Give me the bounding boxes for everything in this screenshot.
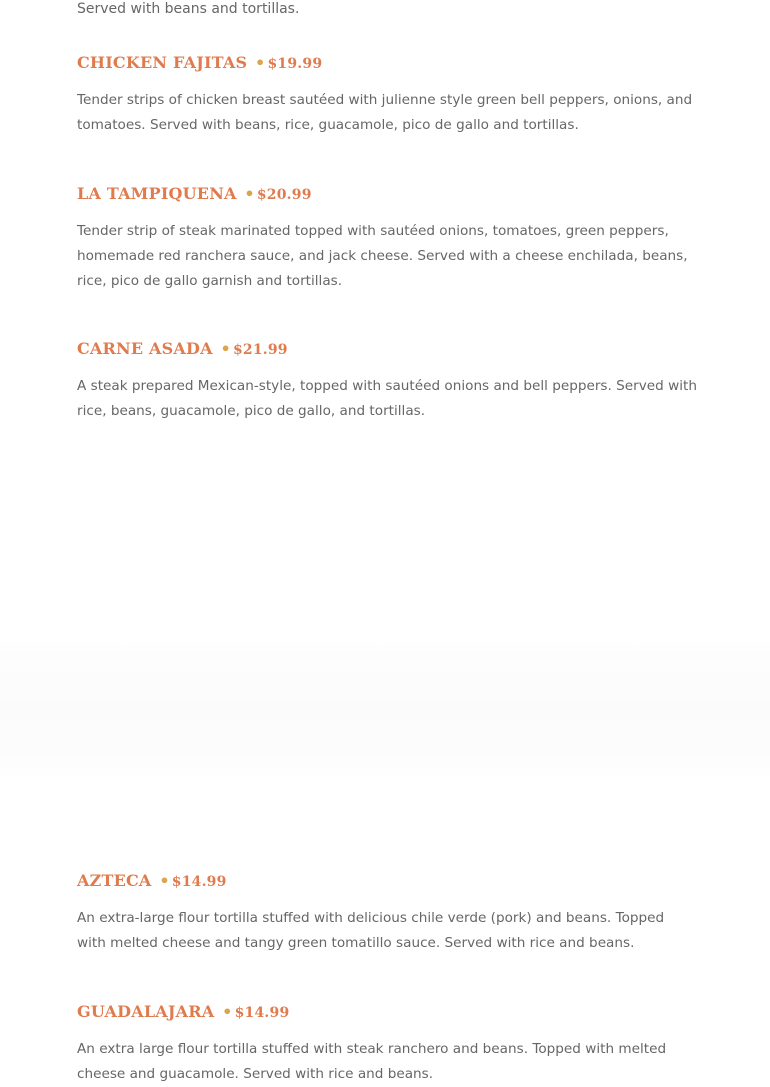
menu-item-price: $14.99 [171,874,227,890]
previous-item-description-tail: Served with beans and tortillas. [77,1,300,17]
section-divider-band [0,640,770,780]
menu-item-title [77,1001,697,1024]
menu-item-description: An extra-large flour tortilla stuffed with delicious chile verde (pork) and beans. Topped with melted cheese and tangy green tomatillo sauce. Served with rice and beans. [77,910,665,951]
menu-item-price: $21.99 [232,342,288,358]
menu-item-chicken-fajitas [77,52,697,138]
menu-item-name: GUADALAJARA [77,1002,215,1021]
menu-item-title [77,52,697,75]
menu-item-description: An extra large flour tortilla stuffed with steak ranchero and beans. Topped with melted cheese and guacamole. Served with rice and beans. [77,1041,667,1082]
menu-item-name: CARNE ASADA [77,339,213,358]
menu-item-name: AZTECA [77,871,152,890]
menu-item-la-tampiquena [77,183,697,294]
price-separator: • [159,871,170,890]
menu-item-price: $20.99 [256,187,312,203]
menu-item-carne-asada [77,338,697,424]
menu-item-name: CHICKEN FAJITAS [77,53,248,72]
menu-item-title [77,183,697,206]
menu-item-description: Tender strips of chicken breast sautéed with julienne style green bell peppers, onions, and tomatoes. Served with beans, rice, guacamole, pico de gallo and tortillas. [77,92,693,133]
price-separator: • [244,184,255,203]
price-separator: • [222,1002,233,1021]
menu-item-title [77,338,697,361]
menu-item-name: LA TAMPIQUENA [77,184,237,203]
menu-item-description: Tender strip of steak marinated topped with sautéed onions, tomatoes, green peppers, homemade red ranchera sauce, and jack cheese. Served with a cheese enchilada, beans, rice, pico de gallo garnish and tortillas. [77,223,688,289]
price-separator: • [255,53,266,72]
menu-item-description: A steak prepared Mexican-style, topped with sautéed onions and bell peppers. Served with rice, beans, guacamole, pico de gallo, and tortillas. [77,378,697,419]
price-separator: • [220,339,231,358]
menu-item-title [77,870,697,893]
menu-item-price: $14.99 [234,1005,290,1021]
menu-item-azteca [77,870,697,956]
menu-item-price: $19.99 [267,56,323,72]
menu-item-guadalajara [77,1001,697,1087]
